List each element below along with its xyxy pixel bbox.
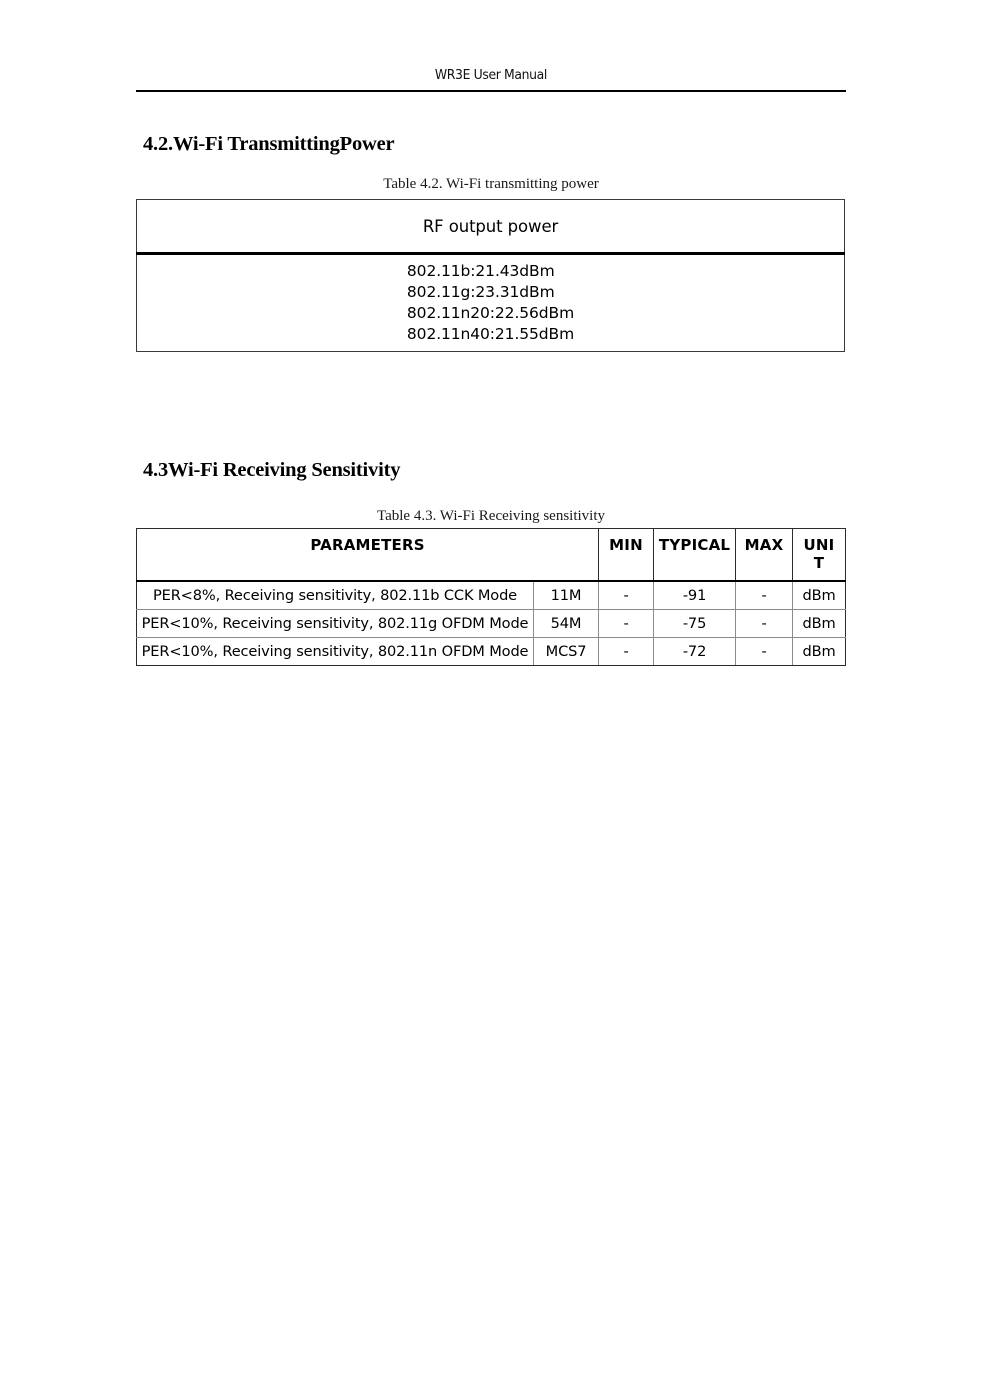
cell-typical: -75 [654, 609, 736, 637]
column-header-max: MAX [736, 529, 793, 581]
cell-description: PER<8%, Receiving sensitivity, 802.11b CCK Mode [137, 581, 534, 610]
table-row [137, 637, 846, 665]
column-header-unit [793, 529, 846, 581]
cell-description: PER<10%, Receiving sensitivity, 802.11n OFDM Mode [137, 637, 534, 665]
cell-unit: dBm [793, 581, 846, 610]
wifi-transmitting-power-table [136, 199, 845, 352]
column-header-parameters: PARAMETERS [137, 529, 599, 581]
cell-rate: MCS7 [534, 637, 599, 665]
table-caption-4-2: Table 4.2. Wi-Fi transmitting power [383, 176, 599, 192]
power-value-80211n20: 802.11n20:22.56dBm [406, 304, 575, 322]
table-row [137, 200, 845, 254]
cell-rate: 54M [534, 609, 599, 637]
cell-max: - [736, 637, 793, 665]
cell-min: - [599, 609, 654, 637]
table-row [137, 254, 845, 352]
cell-max: - [736, 609, 793, 637]
table-header-row [137, 529, 846, 581]
power-value-80211n40: 802.11n40:21.55dBm [406, 324, 575, 343]
table-row [137, 609, 846, 637]
table-row [137, 581, 846, 610]
cell-typical: -72 [654, 637, 736, 665]
section-heading-4-3: 4.3Wi-Fi Receiving Sensitivity [143, 459, 401, 481]
cell-description: PER<10%, Receiving sensitivity, 802.11g OFDM Mode [137, 609, 534, 637]
section-heading-4-2: 4.2.Wi-Fi TransmittingPower [143, 133, 395, 155]
cell-unit: dBm [793, 609, 846, 637]
running-header-title: WR3E User Manual [434, 67, 548, 83]
page-running-header [136, 66, 846, 84]
column-header-unit-line2: T [813, 554, 825, 572]
rf-output-power-values-cell [137, 254, 845, 352]
power-value-80211b: 802.11b:21.43dBm [406, 262, 555, 281]
cell-rate: 11M [534, 581, 599, 610]
cell-min: - [599, 581, 654, 610]
column-header-unit-line1: UNI [803, 536, 835, 554]
cell-typical: -91 [654, 581, 736, 610]
rf-output-power-header-cell: RF output power [137, 200, 845, 254]
column-header-min: MIN [599, 529, 654, 581]
cell-unit: dBm [793, 637, 846, 665]
table-caption-4-3: Table 4.3. Wi-Fi Receiving sensitivity [376, 508, 606, 524]
wifi-receiving-sensitivity-table [136, 528, 846, 666]
column-header-typical: TYPICAL [654, 529, 736, 581]
power-value-list [407, 261, 574, 344]
header-divider-rule [136, 90, 846, 92]
cell-max: - [736, 581, 793, 610]
cell-min: - [599, 637, 654, 665]
power-value-80211g: 802.11g:23.31dBm [406, 283, 555, 302]
